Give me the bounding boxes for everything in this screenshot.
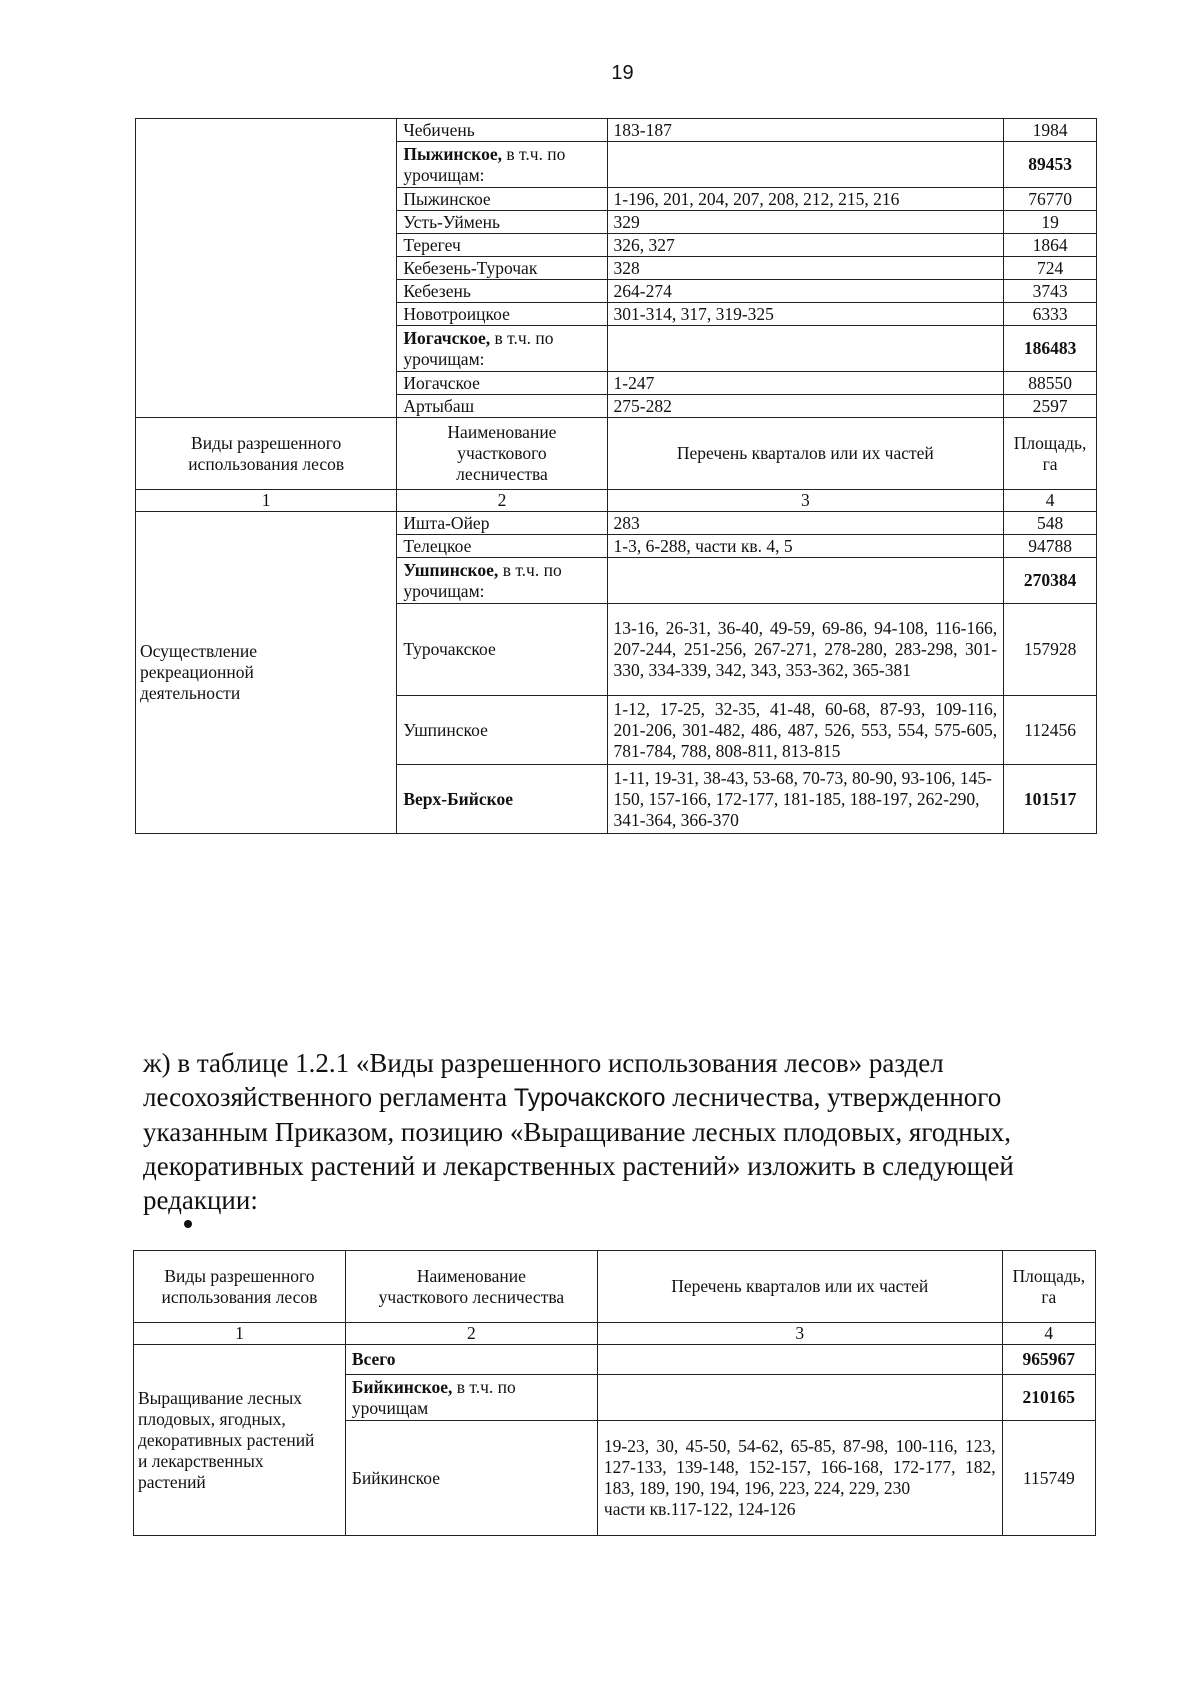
header-forestry: Наименование участкового лесничества <box>397 418 607 490</box>
area-value: 88550 <box>1004 372 1097 395</box>
quarters-list: 1-3, 6-288, части кв. 4, 5 <box>607 535 1004 558</box>
forestry-name: Артыбаш <box>397 395 607 418</box>
forestry-name: Кебезень-Турочак <box>397 257 607 280</box>
header-type: Виды разрешенного использования лесов <box>134 1251 346 1323</box>
forestry-name: Усть-Уймень <box>397 211 607 234</box>
header-quarters: Перечень кварталов или их частей <box>597 1251 1002 1323</box>
header-type: Виды разрешенного использования лесов <box>136 418 397 490</box>
quarters-list <box>597 1421 1002 1536</box>
paragraph-text-2: Турочакского <box>513 1084 666 1112</box>
table-header-row <box>134 1251 1096 1323</box>
forestry-name <box>345 1375 597 1421</box>
forestry-name: Бийкинское <box>345 1421 597 1536</box>
quarters-list: 1-196, 201, 204, 207, 208, 212, 215, 216 <box>607 188 1004 211</box>
quarters-list: 326, 327 <box>607 234 1004 257</box>
header-area: Площадь, га <box>1002 1251 1095 1323</box>
forestry-name: Новотроицкое <box>397 303 607 326</box>
quarters-main: 19-23, 30, 45-50, 54-62, 65-85, 87-98, 100-116, 123, 127-133, 139-148, 152-157, 166-168, 172-177, 182, 183, 189, 190, 194, 196, 223, 224, 229, 230 <box>603 1436 996 1498</box>
area-value: 1864 <box>1004 234 1097 257</box>
forestry-name-suffix: в т.ч. по урочищам <box>351 1376 516 1418</box>
forestry-name-bold: Бийкинское, <box>351 1376 453 1397</box>
area-value: 724 <box>1004 257 1097 280</box>
area-value: 1984 <box>1004 119 1097 142</box>
amendment-paragraph <box>143 1046 1098 1217</box>
quarters-list: 275-282 <box>607 395 1004 418</box>
area-value: 210165 <box>1002 1375 1095 1421</box>
forestry-name: Терегеч <box>397 234 607 257</box>
forestry-name-suffix: в т.ч. по урочищам: <box>403 327 554 369</box>
page-number: 19 <box>611 62 634 84</box>
table-1-continued <box>135 118 1097 834</box>
forestry-name <box>397 558 607 604</box>
area-value: 115749 <box>1002 1421 1095 1536</box>
area-value: 112456 <box>1004 696 1097 765</box>
area-value: 6333 <box>1004 303 1097 326</box>
quarters-list <box>607 558 1004 604</box>
quarters-list <box>597 1375 1002 1421</box>
type-cell: Осуществление рекреационной деятельности <box>136 512 397 834</box>
quarters-list: 329 <box>607 211 1004 234</box>
forestry-name: Всего <box>345 1345 597 1375</box>
quarters-list: 264-274 <box>607 280 1004 303</box>
forestry-name-suffix: в т.ч. по урочищам: <box>403 143 566 185</box>
type-cell: Выращивание лесных плодовых, ягодных, декоративных растений и лекарственных растений <box>134 1345 346 1536</box>
area-value: 3743 <box>1004 280 1097 303</box>
area-value: 157928 <box>1004 604 1097 696</box>
quarters-list <box>597 1345 1002 1375</box>
area-value: 89453 <box>1004 142 1097 188</box>
type-cell-empty <box>136 119 397 418</box>
forestry-name: Ишта-Ойер <box>397 512 607 535</box>
paragraph-text-1: ж) в таблице 1.2.1 «Виды разрешенного использования лесов» раздел лесохозяйственного регламента <box>143 1048 944 1112</box>
quarters-list <box>607 142 1004 188</box>
area-value: 548 <box>1004 512 1097 535</box>
quarters-list: 13-16, 26-31, 36-40, 49-59, 69-86, 94-108, 116-166, 207-244, 251-256, 267-271, 278-280, 283-298, 301-330, 334-339, 342, 343, 353-362, 365-381 <box>607 604 1004 696</box>
index-cell: 2 <box>345 1323 597 1345</box>
forestry-name: Ушпинское <box>397 696 607 765</box>
index-cell: 4 <box>1004 490 1097 512</box>
index-cell: 1 <box>134 1323 346 1345</box>
table-row <box>134 1345 1096 1375</box>
quarters-list: 1-247 <box>607 372 1004 395</box>
forestry-name: Телецкое <box>397 535 607 558</box>
header-area: Площадь, га <box>1004 418 1097 490</box>
forestry-name-suffix: в т.ч. по урочищам: <box>403 559 562 601</box>
index-cell: 3 <box>607 490 1004 512</box>
table-header-row <box>136 418 1097 490</box>
forestry-name-bold: Иогачское, <box>403 327 491 348</box>
table-index-row <box>134 1323 1096 1345</box>
quarters-list: 1-12, 17-25, 32-35, 41-48, 60-68, 87-93, 109-116, 201-206, 301-482, 486, 487, 526, 553, 554, 575-605, 781-784, 788, 808-811, 813-815 <box>607 696 1004 765</box>
forestry-name <box>397 326 607 372</box>
quarters-extra: части кв.117-122, 124-126 <box>603 1499 796 1519</box>
index-cell: 1 <box>136 490 397 512</box>
forestry-name: Верх-Бийское <box>397 765 607 834</box>
forestry-name: Кебезень <box>397 280 607 303</box>
paragraph-text-3: лесничества, утвержденного указанным Приказом, позицию «Выращивание лесных плодовых, ягодных, декоративных растений и лекарственных растений» изложить в следующей редакции: <box>143 1082 1014 1215</box>
forestry-name: Пыжинское <box>397 188 607 211</box>
area-value: 965967 <box>1002 1345 1095 1375</box>
forestry-name: Чебичень <box>397 119 607 142</box>
index-cell: 3 <box>597 1323 1002 1345</box>
quarters-list: 283 <box>607 512 1004 535</box>
quarters-list <box>607 326 1004 372</box>
forestry-name <box>397 142 607 188</box>
forestry-name: Иогачское <box>397 372 607 395</box>
area-value: 76770 <box>1004 188 1097 211</box>
header-quarters: Перечень кварталов или их частей <box>607 418 1004 490</box>
quarters-list: 301-314, 317, 319-325 <box>607 303 1004 326</box>
bullet-icon <box>184 1220 192 1228</box>
area-value: 19 <box>1004 211 1097 234</box>
forestry-name: Турочакское <box>397 604 607 696</box>
index-cell: 2 <box>397 490 607 512</box>
table-1-2-1-new <box>133 1250 1096 1536</box>
table-row <box>136 119 1097 142</box>
index-cell: 4 <box>1002 1323 1095 1345</box>
quarters-list: 1-11, 19-31, 38-43, 53-68, 70-73, 80-90, 93-106, 145-150, 157-166, 172-177, 181-185, 188-197, 262-290, 341-364, 366-370 <box>607 765 1004 834</box>
area-value: 186483 <box>1004 326 1097 372</box>
area-value: 270384 <box>1004 558 1097 604</box>
area-value: 94788 <box>1004 535 1097 558</box>
area-value: 2597 <box>1004 395 1097 418</box>
table-row <box>136 512 1097 535</box>
quarters-list: 328 <box>607 257 1004 280</box>
quarters-list: 183-187 <box>607 119 1004 142</box>
area-value: 101517 <box>1004 765 1097 834</box>
header-forestry: Наименование участкового лесничества <box>345 1251 597 1323</box>
forestry-name-bold: Пыжинское, <box>403 143 503 164</box>
table-index-row <box>136 490 1097 512</box>
forestry-name-bold: Ушпинское, <box>403 559 499 580</box>
